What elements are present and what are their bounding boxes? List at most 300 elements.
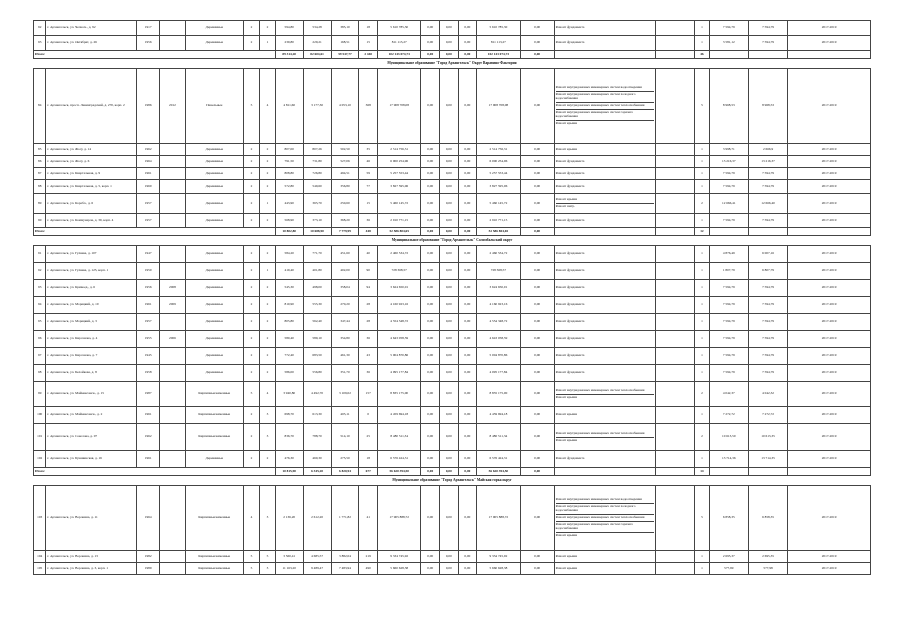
total-works — [554, 468, 655, 476]
total-fund-2: 0,00 — [440, 51, 459, 59]
floors-cell: 4 — [243, 486, 260, 551]
area-residential-cell: 562,40 — [303, 314, 331, 331]
works-cell — [554, 563, 655, 575]
year-built-cell: 1964 — [137, 156, 160, 168]
cost-owners-cell: 728 368,57 — [477, 263, 520, 280]
floors-cell: 2 — [243, 168, 260, 180]
cost-total-cell: 6 576 424,31 — [378, 451, 421, 468]
table-row — [34, 168, 871, 180]
total-unit2 — [748, 51, 787, 59]
cost-total-cell: 5 610 785,30 — [378, 21, 421, 36]
floors-cell: 2 — [243, 21, 260, 36]
work-type-item: Ремонт внутридомовых инженерных систем теплоснабжения — [556, 103, 654, 110]
area-living-cell: 3 882,04 — [331, 551, 359, 563]
area-residential-cell: 365,70 — [303, 194, 331, 214]
cost-fund-2-cell: 0,00 — [440, 263, 459, 280]
period-cell: 2017-2019 — [788, 382, 871, 407]
entrances-cell: 2 — [260, 144, 276, 156]
cost-owners-cell: 2 514 756,31 — [477, 144, 520, 156]
residents-cell: 490 — [359, 563, 378, 575]
entrances-cell: 5 — [260, 551, 276, 563]
unit-cost-limit-cell: 6 007,16 — [748, 246, 787, 263]
total-label: Итого: — [34, 228, 276, 236]
cost-owners-cell: 6 000 254,96 — [477, 156, 520, 168]
area-residential-cell: 549,60 — [303, 180, 331, 194]
year-renov-cell — [160, 246, 186, 263]
cost-other-cell: 0,00 — [520, 280, 554, 297]
wall-material-cell: Деревянные — [185, 156, 243, 168]
section-header-row — [34, 476, 871, 486]
floors-cell: 2 — [243, 144, 260, 156]
cost-total-cell: 5 257 553,44 — [378, 168, 421, 180]
section-title: Муниципальное образование "Город Архангельск" Округ Варавино-Фактория — [34, 59, 871, 69]
year-renov-cell — [160, 263, 186, 280]
area-living-cell: 514,10 — [331, 424, 359, 451]
row-number: 87 — [34, 168, 46, 180]
unit-cost-cell: 7 594,79 — [709, 21, 748, 36]
row-number: 84 — [34, 69, 46, 144]
cost-fund-2-cell: 0,00 — [440, 144, 459, 156]
works-cell — [554, 551, 655, 563]
period-cell: 2017-2019 — [788, 36, 871, 51]
address-cell: г. Архангельск, ул. Коммунаров, д. 39, корп. 4 — [46, 214, 137, 228]
year-built-cell: 1957 — [137, 194, 160, 214]
cost-owners-cell: 5 004 870,86 — [477, 348, 520, 365]
entrances-cell: 1 — [260, 194, 276, 214]
cost-fund-2-cell: 0,00 — [440, 21, 459, 36]
cost-owners-cell: 5 460 145,72 — [477, 194, 520, 214]
work-type-item: Ремонт шатр. — [555, 204, 576, 208]
wall-material-cell: Деревянные — [185, 246, 243, 263]
total-fund-1: 0,00 — [421, 51, 440, 59]
works-cell — [554, 451, 655, 468]
year-renov-cell — [160, 314, 186, 331]
year-renov-cell — [160, 382, 186, 407]
unit-cost-limit-cell: 6 807,79 — [748, 263, 787, 280]
total-period — [788, 51, 871, 59]
wall-material-cell: Деревянные — [185, 451, 243, 468]
cost-fund-1-cell: 0,00 — [421, 486, 440, 551]
work-type-item: Ремонт внутридомовых инженерных систем теплоснабжения — [556, 431, 654, 438]
area-living-cell: 451,60 — [331, 246, 359, 263]
year-built-cell: 1961 — [137, 451, 160, 468]
cost-other-cell: 0,00 — [520, 21, 554, 36]
area-living-cell: 356,80 — [331, 180, 359, 194]
spacer-cell — [655, 280, 694, 297]
works-cell — [554, 486, 655, 551]
area-residential-cell: 373,10 — [303, 214, 331, 228]
floors-cell: 2 — [243, 263, 260, 280]
table-body — [34, 21, 871, 575]
total-spacer — [655, 51, 694, 59]
work-type-item: Ремонт крыши — [555, 394, 578, 399]
cost-fund-1-cell: 0,00 — [421, 69, 440, 144]
cost-total-cell: 2 514 756,31 — [378, 144, 421, 156]
wall-material-cell: Деревянные — [185, 180, 243, 194]
wall-material-cell: Деревянные — [185, 194, 243, 214]
area-living-cell: 358,04 — [331, 280, 359, 297]
year-built-cell: 1962 — [137, 144, 160, 156]
total-area-living: 59 547,77 — [331, 51, 359, 59]
residents-cell: 25 — [359, 424, 378, 451]
year-renov-cell — [160, 180, 186, 194]
cost-other-cell: 0,00 — [520, 168, 554, 180]
unit-cost-cell: 577,99 — [709, 563, 748, 575]
year-built-cell: 1957 — [137, 314, 160, 331]
cost-fund-3-cell: 0,00 — [458, 246, 477, 263]
residents-cell: 77 — [359, 180, 378, 194]
works-count-cell: 1 — [695, 365, 709, 382]
year-renov-cell — [160, 551, 186, 563]
cost-fund-2-cell: 0,00 — [440, 194, 459, 214]
section-title: Муниципальное образование "Город Архангельск" Майская горка округ — [34, 476, 871, 486]
table-row — [34, 551, 871, 563]
year-renov-cell — [160, 365, 186, 382]
entrances-cell: 1 — [260, 36, 276, 51]
work-type-item: Ремонт крыши — [555, 553, 578, 558]
year-renov-cell — [160, 194, 186, 214]
work-type-item: Ремонт фундамента — [555, 158, 585, 163]
cost-owners-cell: 5 257 553,44 — [477, 168, 520, 180]
area-residential-cell: 3 177,30 — [303, 69, 331, 144]
spacer-cell — [655, 36, 694, 51]
area-total-cell: 419,40 — [275, 263, 303, 280]
wall-material-cell: Деревянные — [185, 348, 243, 365]
cost-other-cell: 0,00 — [520, 365, 554, 382]
area-total-cell: 3 560,41 — [275, 551, 303, 563]
section-header-row — [34, 236, 871, 246]
residents-cell: 15 — [359, 36, 378, 51]
area-total-cell: 568,90 — [275, 214, 303, 228]
area-total-cell: 805,80 — [275, 314, 303, 331]
unit-cost-limit-cell: 7 594,79 — [748, 348, 787, 365]
year-renov-cell — [160, 156, 186, 168]
residents-cell: 90 — [359, 263, 378, 280]
year-built-cell: 1950 — [137, 263, 160, 280]
cost-fund-3-cell: 0,00 — [458, 194, 477, 214]
entrances-cell: 4 — [260, 69, 276, 144]
year-renov-cell — [160, 563, 186, 575]
cost-total-cell: 4 643 058,59 — [378, 331, 421, 348]
area-living-cell: 502,50 — [331, 144, 359, 156]
area-total-cell: 791,50 — [275, 156, 303, 168]
total-other: 0,00 — [520, 468, 554, 476]
cost-fund-1-cell: 0,00 — [421, 246, 440, 263]
area-residential-cell: 401,80 — [303, 263, 331, 280]
area-living-cell: 527,06 — [331, 156, 359, 168]
works-count-cell: 1 — [695, 263, 709, 280]
table-row — [34, 180, 871, 194]
floors-cell: 2 — [243, 194, 260, 214]
floors-cell: 2 — [243, 314, 260, 331]
cost-total-cell: 2 910 771,15 — [378, 214, 421, 228]
area-residential-cell: 726,80 — [303, 168, 331, 180]
unit-cost-cell: 4 042,37 — [709, 382, 748, 407]
area-living-cell: 385,10 — [331, 21, 359, 36]
cost-owners-cell: 4 554 348,72 — [477, 314, 520, 331]
floors-cell: 2 — [243, 407, 260, 424]
unit-cost-limit-cell: 7 594,79 — [748, 36, 787, 51]
cost-other-cell: 0,00 — [520, 180, 554, 194]
cost-other-cell: 0,00 — [520, 331, 554, 348]
area-total-cell: 3 940,80 — [275, 382, 303, 407]
year-renov-cell: 2006 — [160, 331, 186, 348]
area-total-cell: 443,90 — [275, 194, 303, 214]
works-cell — [554, 407, 655, 424]
work-type-item: Ремонт фундамента — [555, 25, 585, 30]
unit-cost-limit-cell: 13 216,37 — [748, 156, 787, 168]
spacer-cell — [655, 331, 694, 348]
period-cell: 2017-2019 — [788, 21, 871, 36]
wall-material-cell: Кирпичные/каменные — [185, 382, 243, 407]
floors-cell: 2 — [243, 365, 260, 382]
row-number: 104 — [34, 551, 46, 563]
spacer-cell — [655, 451, 694, 468]
work-type-item: Ремонт внутридомовых инженерных систем горячего водоснабжения — [556, 522, 654, 533]
cost-fund-1-cell: 0,00 — [421, 280, 440, 297]
area-living-cell: 168,51 — [331, 36, 359, 51]
year-built-cell: 1956 — [137, 36, 160, 51]
unit-cost-limit-cell: 7 594,79 — [748, 365, 787, 382]
table-row — [34, 214, 871, 228]
cost-owners-cell: 9 334 745,92 — [477, 551, 520, 563]
period-cell: 2017-2019 — [788, 180, 871, 194]
unit-cost-cell: 8 968,53 — [709, 69, 748, 144]
area-total-cell: 2 136,20 — [275, 486, 303, 551]
wall-material-cell: Деревянные — [185, 168, 243, 180]
unit-cost-cell: 7 594,79 — [709, 280, 748, 297]
works-cell — [554, 348, 655, 365]
cost-fund-1-cell: 0,00 — [421, 348, 440, 365]
year-built-cell: 1961 — [137, 297, 160, 314]
cost-other-cell: 0,00 — [520, 382, 554, 407]
area-residential-cell: 807,26 — [303, 144, 331, 156]
cost-fund-1-cell: 0,00 — [421, 36, 440, 51]
year-built-cell: 1947 — [137, 246, 160, 263]
work-type-item: Ремонт внутридомовых инженерных систем водоотведения — [556, 85, 654, 92]
total-row — [34, 228, 871, 236]
row-number: 85 — [34, 144, 46, 156]
year-renov-cell — [160, 214, 186, 228]
cost-fund-2-cell: 0,00 — [440, 551, 459, 563]
work-type-item: Ремонт фундамента — [555, 268, 585, 273]
year-built-cell: 1958 — [137, 365, 160, 382]
total-period — [788, 228, 871, 236]
address-cell: г. Архангельск, ул. Бунавинская, д. 16 — [46, 451, 137, 468]
cost-fund-3-cell: 0,00 — [458, 180, 477, 194]
spacer-cell — [655, 486, 694, 551]
cost-fund-2-cell: 0,00 — [440, 156, 459, 168]
spacer-cell — [655, 348, 694, 365]
year-renov-cell — [160, 348, 186, 365]
year-renov-cell — [160, 424, 186, 451]
cost-other-cell: 0,00 — [520, 563, 554, 575]
works-cell — [554, 280, 655, 297]
unit-cost-limit-cell: 6 858,35 — [748, 486, 787, 551]
area-total-cell: 4 811,60 — [275, 69, 303, 144]
works-count-cell: 1 — [695, 21, 709, 36]
wall-material-cell: Кирпичные/каменные — [185, 563, 243, 575]
floors-cell: 2 — [243, 180, 260, 194]
year-renov-cell — [160, 486, 186, 551]
total-unit — [709, 468, 748, 476]
cost-fund-2-cell: 0,00 — [440, 69, 459, 144]
table-row — [34, 407, 871, 424]
wall-material-cell: Кирпичные/каменные — [185, 551, 243, 563]
row-number: 105 — [34, 563, 46, 575]
unit-cost-cell: 7 594,79 — [709, 168, 748, 180]
total-row — [34, 51, 871, 59]
cost-total-cell: 6 000 254,96 — [378, 156, 421, 168]
works-cell — [554, 331, 655, 348]
works-cell — [554, 21, 655, 36]
unit-cost-cell: 1 807,79 — [709, 263, 748, 280]
entrances-cell: 1 — [260, 263, 276, 280]
entrances-cell: 2 — [260, 365, 276, 382]
area-total-cell: 772,40 — [275, 348, 303, 365]
cost-fund-1-cell: 0,00 — [421, 263, 440, 280]
floors-cell: 2 — [243, 246, 260, 263]
work-type-item: Ремонт крыши — [555, 532, 578, 537]
row-number: 93 — [34, 280, 46, 297]
floors-cell: 2 — [243, 348, 260, 365]
table-row — [34, 36, 871, 51]
total-area-living: 7 779,99 — [331, 228, 359, 236]
period-cell: 2017-2019 — [788, 194, 871, 214]
cost-fund-2-cell: 0,00 — [440, 365, 459, 382]
work-type-item: Ремонт фундамента — [555, 285, 585, 290]
cost-total-cell: 2 460 534,72 — [378, 246, 421, 263]
area-total-cell: 586,00 — [275, 365, 303, 382]
works-count-cell: 1 — [695, 348, 709, 365]
address-cell: г. Архангельск, ул. Воронина, д. 11 — [46, 486, 137, 551]
wall-material-cell: Деревянные — [185, 263, 243, 280]
works-cell — [554, 365, 655, 382]
cost-fund-2-cell: 0,00 — [440, 331, 459, 348]
wall-material-cell: Деревянные — [185, 314, 243, 331]
cost-other-cell: 0,00 — [520, 314, 554, 331]
unit-cost-limit-cell: 8 968,53 — [748, 69, 787, 144]
cost-owners-cell: 4 459 694,18 — [477, 407, 520, 424]
cost-fund-3-cell: 0,00 — [458, 156, 477, 168]
unit-cost-cell: 7 594,79 — [709, 314, 748, 331]
area-living-cell: 402,00 — [331, 263, 359, 280]
area-total-cell: 545,30 — [275, 280, 303, 297]
program-table-sheet — [33, 20, 871, 575]
works-cell — [554, 194, 655, 214]
works-count-cell: 2 — [695, 194, 709, 214]
cost-fund-3-cell: 0,00 — [458, 263, 477, 280]
wall-material-cell: Кирпичные/каменные — [185, 424, 243, 451]
table-row — [34, 69, 871, 144]
works-count-cell: 1 — [695, 297, 709, 314]
year-built-cell: 1964 — [137, 486, 160, 551]
area-total-cell: 584,20 — [275, 246, 303, 263]
row-number: 93 — [34, 36, 46, 51]
area-residential-cell: 498,00 — [303, 280, 331, 297]
cost-total-cell: 4 160 923,16 — [378, 297, 421, 314]
works-count-cell: 5 — [695, 486, 709, 551]
works-cell — [554, 246, 655, 263]
table-row — [34, 331, 871, 348]
table-row — [34, 263, 871, 280]
period-cell: 2017-2019 — [788, 551, 871, 563]
works-count-cell: 2 — [695, 382, 709, 407]
spacer-cell — [655, 144, 694, 156]
cost-fund-3-cell: 0,00 — [458, 36, 477, 51]
year-renov-cell — [160, 144, 186, 156]
entrances-cell: 2 — [260, 21, 276, 36]
cost-fund-3-cell: 0,00 — [458, 365, 477, 382]
entrances-cell: 2 — [260, 214, 276, 228]
unit-cost-limit-cell: 13 714,35 — [748, 451, 787, 468]
cost-other-cell: 0,00 — [520, 246, 554, 263]
works-cell — [554, 424, 655, 451]
area-residential-cell: 460,30 — [303, 451, 331, 468]
cost-fund-3-cell: 0,00 — [458, 563, 477, 575]
total-residents: 448 — [359, 228, 378, 236]
work-type-item: Ремонт крыши — [555, 412, 578, 417]
period-cell: 2017-2019 — [788, 365, 871, 382]
entrances-cell: 2 — [260, 180, 276, 194]
entrances-cell: 3 — [260, 486, 276, 551]
year-renov-cell — [160, 451, 186, 468]
spacer-cell — [655, 407, 694, 424]
row-number: 99 — [34, 382, 46, 407]
floors-cell: 5 — [243, 382, 260, 407]
unit-cost-limit-cell: 7 594,79 — [748, 180, 787, 194]
works-cell — [554, 180, 655, 194]
residents-cell: 43 — [359, 348, 378, 365]
works-cell — [554, 314, 655, 331]
work-type-item: Ремонт внутридомовых инженерных систем теплоснабжения — [556, 515, 654, 522]
work-type-item: Ремонт внутридомовых инженерных систем горячего водоснабжения — [556, 110, 654, 121]
cost-fund-2-cell: 0,00 — [440, 314, 459, 331]
year-built-cell: 1961 — [137, 168, 160, 180]
area-residential-cell: 229,21 — [303, 36, 331, 51]
cost-total-cell: 4 554 348,72 — [378, 314, 421, 331]
cost-other-cell: 0,00 — [520, 486, 554, 551]
cost-fund-2-cell: 0,00 — [440, 297, 459, 314]
unit-cost-cell: 7 272,72 — [709, 407, 748, 424]
cost-fund-1-cell: 0,00 — [421, 563, 440, 575]
work-type-item: Ремонт крыши — [555, 146, 578, 151]
table-row — [34, 280, 871, 297]
area-total-cell: 476,30 — [275, 451, 303, 468]
row-number: 92 — [34, 263, 46, 280]
spacer-cell — [655, 21, 694, 36]
area-living-cell: 3 109,02 — [331, 382, 359, 407]
residents-cell: 28 — [359, 297, 378, 314]
year-built-cell: 1957 — [137, 214, 160, 228]
cost-fund-3-cell: 0,00 — [458, 314, 477, 331]
works-count-cell: 1 — [695, 314, 709, 331]
table-row — [34, 194, 871, 214]
total-spacer — [655, 228, 694, 236]
row-number: 102 — [34, 451, 46, 468]
floors-cell: 2 — [243, 424, 260, 451]
table-row — [34, 451, 871, 468]
total-fund-3: 0,00 — [458, 468, 477, 476]
wall-material-cell: Кирпичные/каменные — [185, 486, 243, 551]
total-cost: 56 620 394,50 — [378, 468, 421, 476]
total-other: 0,00 — [520, 228, 554, 236]
work-type-item: Ремонт фундамента — [555, 251, 585, 256]
floors-cell: 2 — [243, 280, 260, 297]
address-cell: г. Архангельск, ул. Квартальная, д. 9 — [46, 168, 137, 180]
residents-cell: 40 — [359, 246, 378, 263]
floors-cell: 5 — [243, 563, 260, 575]
